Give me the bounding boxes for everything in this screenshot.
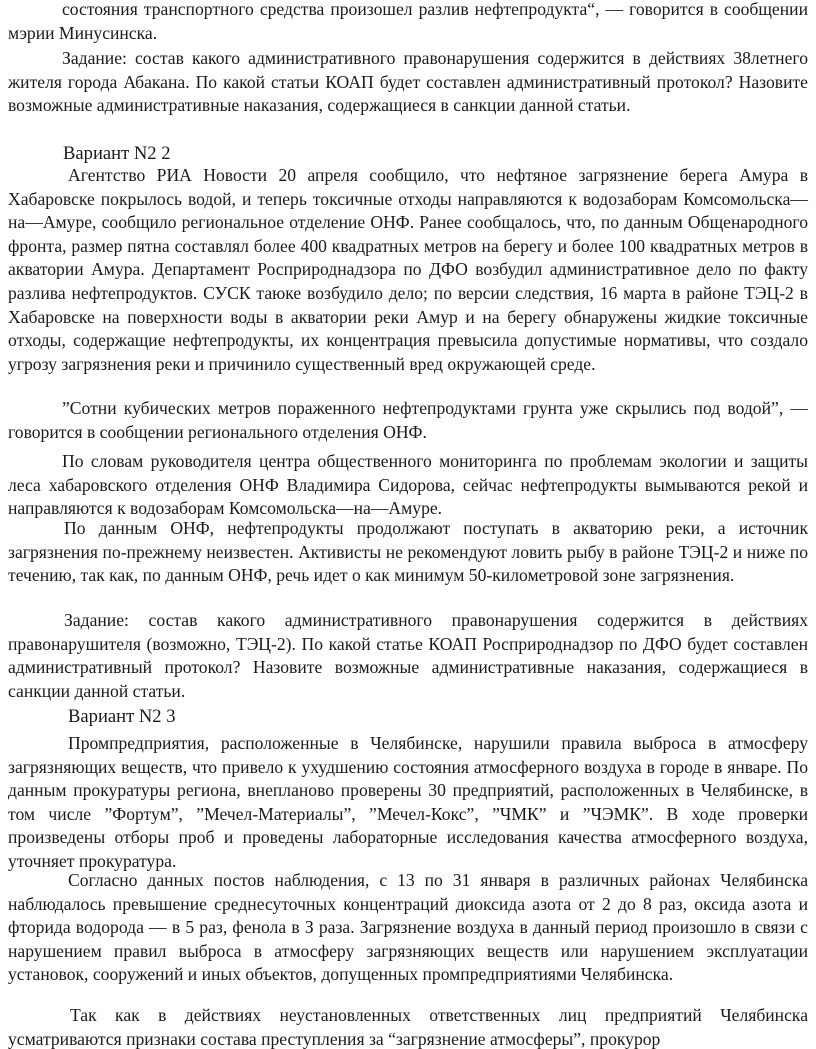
variant-2-heading: Вариант N2 2 [63, 143, 171, 164]
paragraph-variant-2-sidorov: По словам руководителя центра общественного мониторинга по проблемам экологии и защиты леса хабаровского отделения ОНФ Владимира Сидорова, сейчас нефтепродукты вымываются рекой и направляются к водозаборам Комсомольска—на—Амуре. [8, 451, 808, 519]
paragraph-continuation: состояния транспортного средства произошел разлив нефтепродукта“, — говорится в сообщении мэрии Минусинска. [8, 0, 808, 43]
paragraph-task-1: Задание: состав какого административного правонарушения содержится в действиях 38летнего жителя города Абакана. По какой статьи КОАП будет составлен административный протокол? Назовите возможные административные наказания, содержащиеся в санкции данной статьи. [8, 48, 808, 116]
paragraph-task-2: Задание: состав какого административного правонарушения содержится в действиях правонарушителя (возможно, ТЭЦ-2). По какой статье КОАП Росприроднадзор по ДФО будет составлен административный протокол? Назовите возможные административные наказания, содержащиеся в санкции данной статьи. [8, 610, 808, 701]
paragraph-variant-3-prosecutor: Так как в действиях неустановленных ответственных лиц предприятий Челябинска усматриваются признаки состава преступления за “загрязнение атмосферы”, прокурор [8, 1005, 808, 1049]
paragraph-variant-2-news: Агентство РИА Новости 20 апреля сообщило, что нефтяное загрязнение берега Амура в Хабаровске покрылось водой, и теперь токсичные отходы направляются к водозаборам Комсомольска—на—Амуре, сообщило региональное отделение ОНФ. Ранее сообщалось, что, по данным Общенародного фронта, размер пятна составлял более 400 квадратных метров на берегу и более 100 квадратных метров в акватории Амура. Департамент Росприроднадзора по ДФО возбудил административное дело по факту разлива нефтепродуктов. СУСК таюке возбудило дело; по версии следствия, 16 марта в районе ТЭЦ-2 в Хабаровске на поверхности воды в акватории реки Амур и на берегу обнаружены жидкие токсичные отходы, содержащие нефтепродукты, их концентрация превысила допустимые нормативы, что создало угрозу загрязнения реки и причинило существенный вред окружающей среде. [8, 165, 808, 374]
paragraph-variant-3-measurements: Согласно данных постов наблюдения, с 13 по 31 января в различных районах Челябинска наблюдалось превышение среднесуточных концентраций диоксида азота от 2 до 8 раз, оксида азота и фторида водорода — в 5 раз, фенола в З раза. Загрязнение воздуха в данный период произошло в связи с нарушением правил выброса в атмосферу загрязняющих веществ или нарушением эксплуатации установок, сооружений и иных объектов, допущенных промпредприятиями Челябинска. [8, 870, 808, 985]
paragraph-variant-3-chelyabinsk: Промпредприятия, расположенные в Челябинске, нарушили правила выброса в атмосферу загрязняющих веществ, что привело к ухудшению состояния атмосферного воздуха в городе в январе. По данным прокуратуры региона, внепланово проверены 30 предприятий, расположенных в Челябинске, в том числе ”Фортум”, ”Мечел-Материалы”, ”Мечел-Кокс”, ”ЧМК” и ”ЧЭМК”. В ходе проверки произведены отборы проб и проведены лабораторные исследования качества атмосферного воздуха, уточняет прокуратура. [8, 733, 808, 871]
paragraph-variant-2-onf: По данным ОНФ, нефтепродукты продолжают поступать в акваторию реки, а источник загрязнения по-прежнему неизвестен. Активисты не рекомендуют ловить рыбу в районе ТЭЦ-2 и ниже по течению, так как, по данным ОНФ, речь идет о как минимум 50-километровой зоне загрязнения. [8, 518, 808, 586]
variant-3-heading: Вариант N2 3 [68, 706, 176, 727]
paragraph-variant-2-quote: ”Сотни кубических метров пораженного нефтепродуктами грунта уже скрылись под водой”, — говорится в сообщении регионального отделения ОНФ. [8, 398, 808, 442]
